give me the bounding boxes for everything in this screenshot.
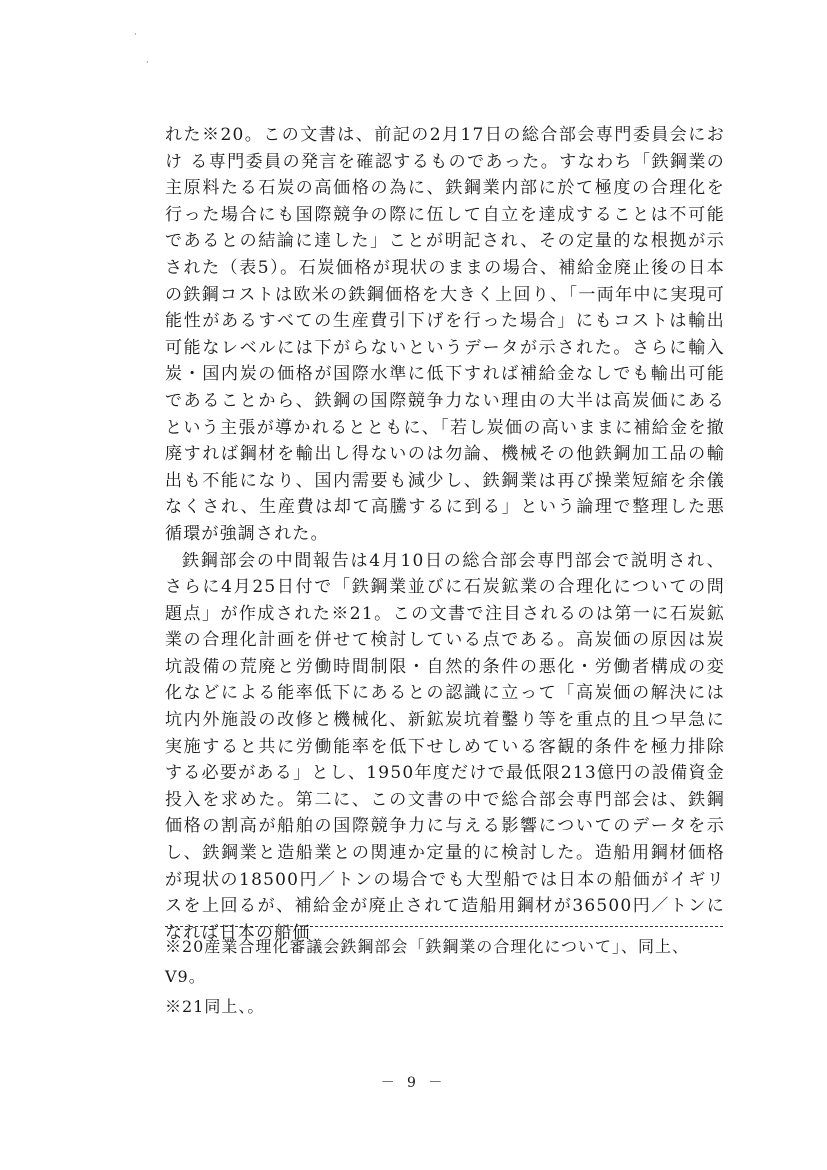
footnote: ※20産業合理化審議会鉄鋼部会「鉄鋼業の合理化について」、同上、Ⅴ9。 — [165, 937, 690, 986]
scan-speck: · — [146, 58, 149, 68]
page-number: － 9 － — [380, 1075, 447, 1091]
body-text — [165, 122, 725, 946]
footnote-separator — [165, 926, 723, 927]
body-paragraph: れた※20。この文書は、前記の2月17日の総合部会専門委員会におけ る専門委員の発言を確認するものであった。すなわち「鉄鋼業の主原料たる石炭の高価格の為に、鉄鋼業内部に於て極度の合理化を行った場合にも国際競争の際に伍して自立を達成することは不可能であるとの結論に達した」ことが明記され、その定量的な根拠が示された（表5）。石炭価格が現状のままの場合、補給金廃止後の日本の鉄鋼コストは欧米の鉄鋼価格を大きく上回り、「一両年中に実現可能性があるすべての生産費引下げを行った場合」にもコストは輸出可能なレベルには下がらないというデータが示された。さらに輸入炭・国内炭の価格が国際水準に低下すれば補給金なしでも輸出可能であることから、鉄鋼の国際競争力ない理由の大半は高炭価にあるという主張が導かれるとともに、「若し炭価の高いままに補給金を撤廃すれば鋼材を輸出し得ないのは勿論、機械その他鉄鋼加工品の輸出も不能になり、国内需要も減少し、鉄鋼業は再び操業短縮を余儀なくされ、生産費は却て高騰するに到る」という論理で整理した悪循環が強調された。 — [165, 125, 725, 544]
footnotes — [165, 932, 725, 1022]
body-paragraph: 鉄鋼部会の中間報告は4月10日の総合部会専門部会で説明され、さらに4月25日付で「鉄鋼業並びに石炭鉱業の合理化についての問題点」が作成された※21。この文書で注目されるのは第一に石炭鉱業の合理化計画を併せて検討している点である。高炭価の原因は炭坑設備の荒廃と労働時間制限・自然的条件の悪化・労働者構成の変化などによる能率低下にあるとの認識に立って「高炭価の解決には坑内外施設の改修と機械化、新鉱炭坑着鑿り等を重点的且つ早急に実施すると共に労働能率を低下せしめている客観的条件を極力排除する必要がある」とし、1950年度だけで最低限213億円の設備資金投入を求めた。第二に、この文書の中で総合部会専門部会は、鉄鋼価格の割高が船舶の国際競争力に与える影響についてのデータを示し、鉄鋼業と造船業との関連か定量的に検討した。造船用鋼材価格が現状の18500円／トンの場合でも大型船では日本の船価がイギリスを上回るが、補給金が廃止されて造船用鋼材が36500円／トンになれば日本の船価 — [165, 550, 725, 943]
footnote: ※21同上、。 — [165, 997, 265, 1016]
scan-speck: · — [134, 30, 137, 40]
